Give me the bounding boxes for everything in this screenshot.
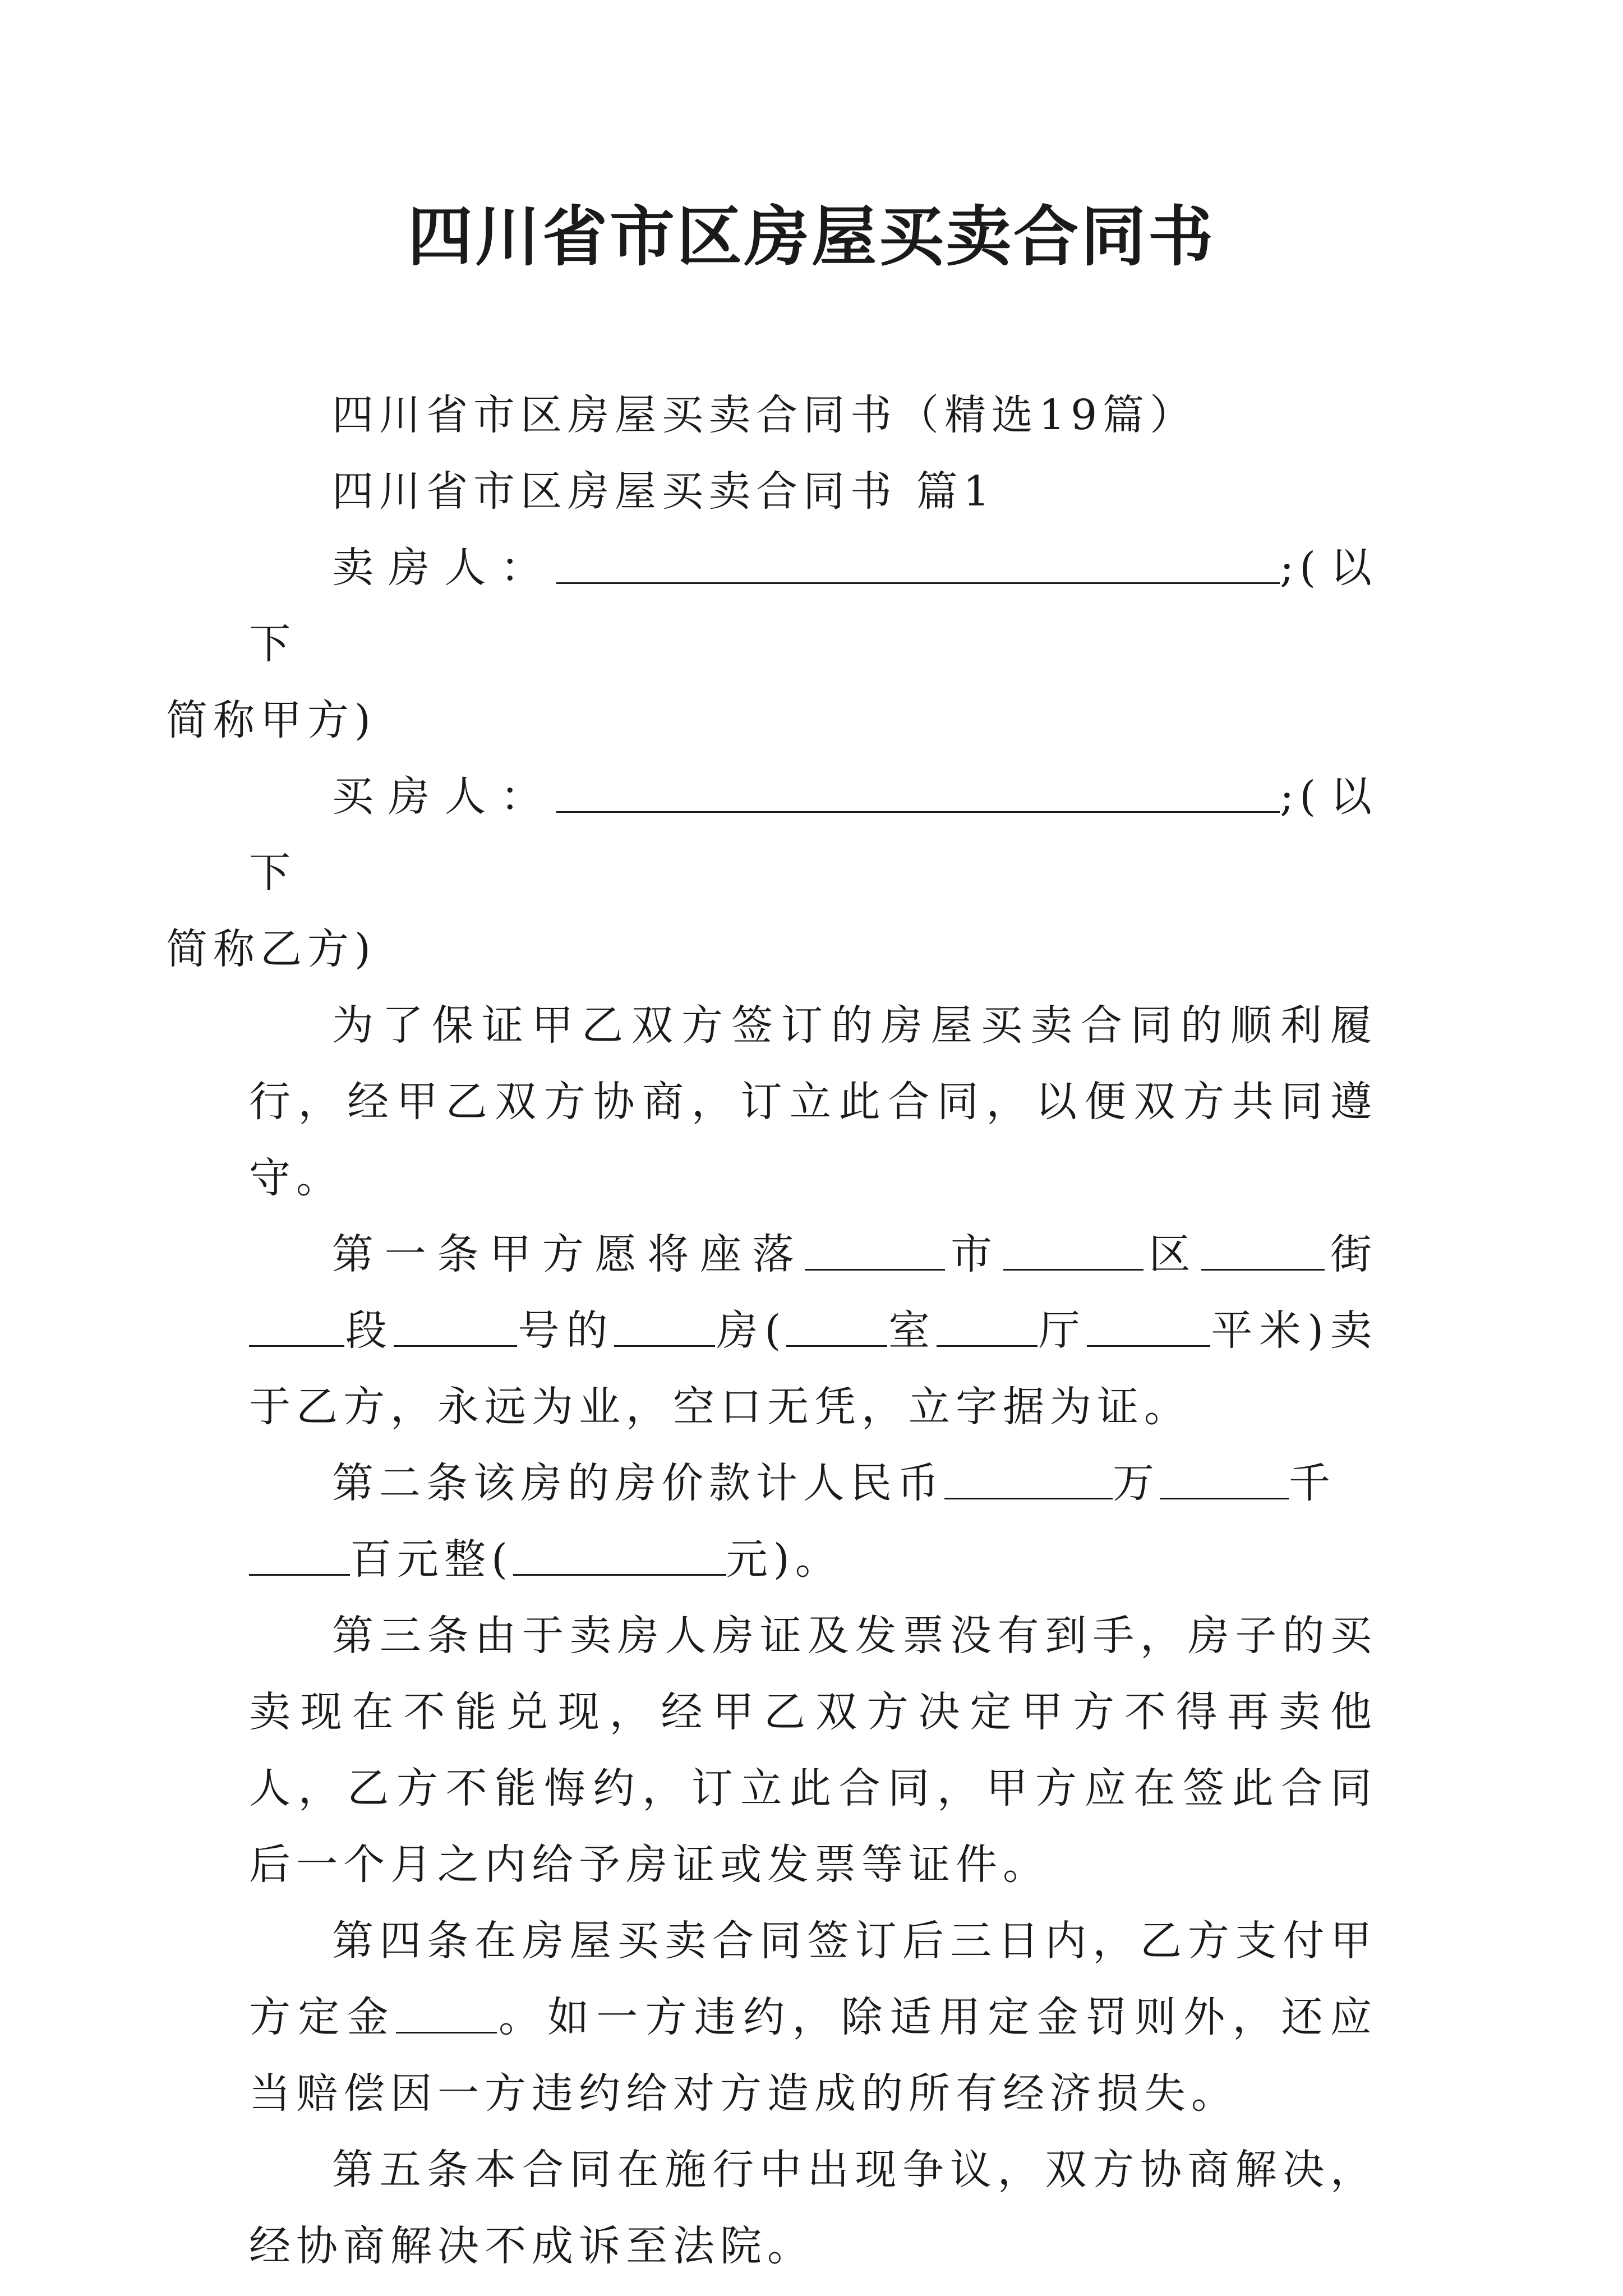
seller-line [166,530,1377,758]
section-blank [249,1300,344,1347]
qian-blank [1160,1453,1289,1499]
article-2 [249,1445,1377,1598]
area-blank [1087,1300,1210,1347]
buyer-label: 买房人： [332,772,557,821]
article-4-text: 第四条在房屋买卖合同签订后三日内，乙方支付甲方定金 [249,1917,1377,2041]
amount-blank [513,1529,726,1576]
article-2-text: 百元整( [350,1535,513,1584]
article-2-text: 万 [1113,1459,1160,1507]
buyer-alias: 简称乙方) [166,925,376,973]
article-1-text: 房( [715,1306,787,1355]
article-1-text: 平米)卖于乙方，永远为业，空口无凭，立字据为证。 [249,1306,1378,1431]
seller-alias: 简称甲方) [166,696,376,744]
article-1 [249,1216,1377,1445]
section-heading: 四川省市区房屋买卖合同书 篇1 [332,467,995,516]
buyer-suffix: ;(以下 [249,772,1377,897]
article-2-text: 元)。 [726,1535,842,1584]
article-1-text: 第一条甲方愿将座落 [332,1230,805,1278]
wan-blank [944,1453,1113,1499]
article-4 [249,1903,1377,2132]
intro-paragraph: 为了保证甲乙双方签订的房屋买卖合同的顺利履行，经甲乙双方协商，订立此合同，以便双方共同遵守。 [249,1001,1377,1202]
buyer-name-blank [556,766,1280,813]
deposit-blank [396,1987,497,2033]
article-4-text: 。如一方违约，除适用定金罚则外，还应当赔偿因一方违约给对方造成的所有经济损失。 [249,1993,1378,2118]
bai-blank [249,1529,350,1576]
article-5: 第五条本合同在施行中出现争议，双方协商解决，经协商解决不成诉至法院。 [249,2146,1377,2270]
seller-label: 卖房人： [332,544,557,592]
seller-suffix: ;(以下 [249,544,1377,668]
room-blank [786,1300,887,1347]
article-3: 第三条由于卖房人房证及发票没有到手，房子的买卖现在不能兑现，经甲乙双方决定甲方不得再卖他人，乙方不能悔约，订立此合同，甲方应在签此合同后一个月之内给予房证或发票等证件。 [249,1612,1377,1889]
district-blank [1003,1224,1144,1271]
article-1-text: 街 [1325,1230,1378,1278]
article-2-text: 千 [1289,1459,1336,1507]
house-blank [614,1300,715,1347]
document-title: 四川省市区房屋买卖合同书 [408,199,1215,275]
hall-blank [937,1300,1038,1347]
article-1-text: 室 [887,1306,937,1355]
article-1-text: 区 [1143,1230,1202,1278]
city-blank [805,1224,945,1271]
seller-name-blank [556,537,1280,584]
article-2-text: 第二条该房的房价款计人民币 [332,1459,944,1507]
number-blank [394,1300,517,1347]
document-body [166,377,1378,2284]
article-1-text: 段 [344,1306,394,1355]
subtitle: 四川省市区房屋买卖合同书（精选19篇） [332,391,1197,439]
article-1-text: 市 [945,1230,1003,1278]
buyer-line [166,758,1377,987]
street-blank [1201,1224,1325,1271]
article-1-text: 号的 [517,1306,615,1355]
article-1-text: 厅 [1037,1306,1087,1355]
